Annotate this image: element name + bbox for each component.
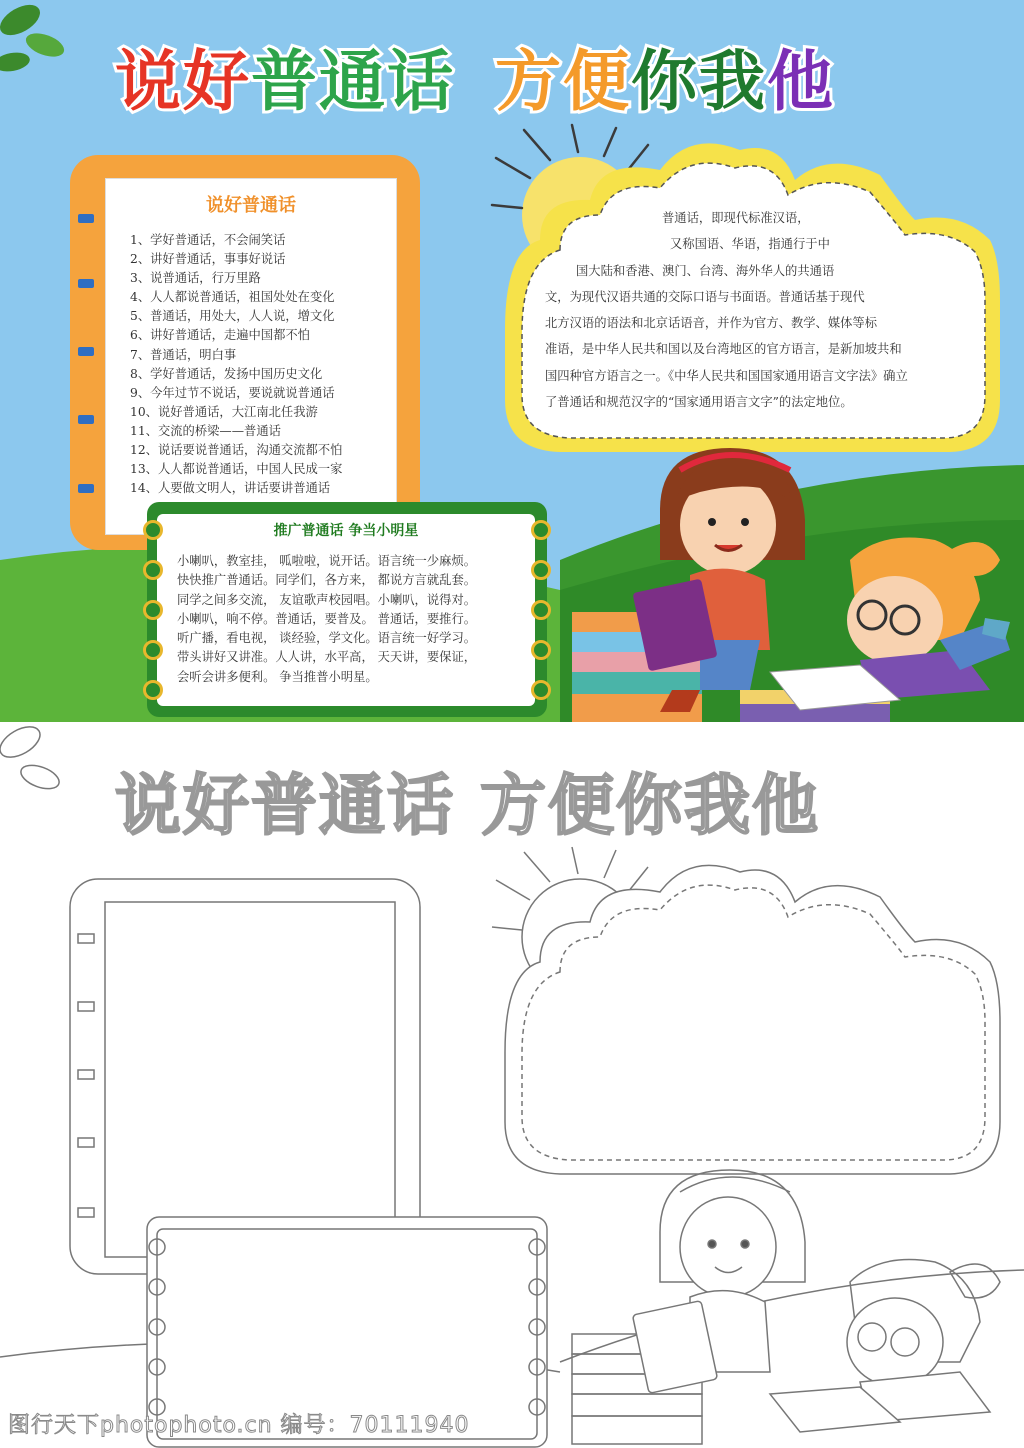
- page-title: [115, 28, 835, 123]
- binder-ring: [143, 640, 163, 660]
- binder-ring: [143, 600, 163, 620]
- board-heading: 推广普通话 争当小明星: [273, 523, 419, 539]
- slogan-item: 8、学好普通话，发扬中国历史文化: [130, 366, 323, 381]
- slogan-item: 13、人人都说普通话，中国人民成一家: [130, 462, 343, 477]
- leaves-decoration: [0, 0, 67, 74]
- title-char: 他: [767, 43, 835, 120]
- poem-line: 快快推广普通话。同学们，各方来， 都说方言就乱套。: [177, 573, 477, 588]
- board-poem: [177, 552, 537, 687]
- cloud-line: 文，为现代汉语共通的交际口语与书面语。普通话基于现代: [545, 289, 865, 304]
- slogan-item: 14、人要做文明人，讲话要讲普通话: [130, 481, 331, 496]
- binder-tab: [78, 279, 94, 288]
- slogan-item: 11、交流的桥梁——普通话: [130, 423, 281, 438]
- binder-ring: [143, 680, 163, 700]
- title-char: 好: [183, 43, 251, 120]
- binder-ring: [143, 560, 163, 580]
- title-char: 话: [387, 43, 455, 120]
- title-char: 便: [563, 43, 631, 120]
- binder-ring: [531, 600, 551, 620]
- cloud-line: 北方汉语的语法和北京话语音，并作为官方、教学、媒体等标: [545, 316, 878, 331]
- poem-line: 带头讲好又讲准。人人讲，水平高， 天天讲，要保证，: [177, 650, 477, 665]
- watermark: 图行天下photophoto.cn 编号：70111940: [8, 1413, 470, 1438]
- binder-ring: [531, 640, 551, 660]
- poem-line: 小喇叭，教室挂， 呱啦啦，说开话。语言统一少麻烦。: [177, 554, 477, 568]
- slogan-item: 12、说话要说普通话，沟通交流都不怕: [130, 443, 343, 458]
- notebook-heading: 说好普通话: [206, 195, 296, 216]
- outline-title: 说好普通话 方便你我他: [115, 767, 820, 844]
- notebook-outline: [70, 879, 420, 1274]
- binder-tab-outline: [78, 1138, 94, 1147]
- green-board: [147, 502, 547, 717]
- cloud-outline: [505, 865, 1000, 1174]
- notebook-page: [105, 178, 397, 535]
- title-char: 普: [251, 43, 319, 120]
- girl-reading-outline: [632, 1170, 805, 1393]
- title-char: 说: [115, 43, 183, 120]
- title-char: 我: [699, 43, 767, 120]
- binder-tab-outline: [78, 1070, 94, 1079]
- binder-tab: [78, 347, 94, 356]
- binder-tab-outline: [78, 934, 94, 943]
- poem-line: 会听会讲多便利。 争当推普小明星。: [177, 669, 378, 684]
- poem-line: 同学之间多交流， 友谊歌声校园唱。小喇叭，说得对。: [177, 592, 477, 607]
- cloud-line: 又称国语、华语，指通行于中: [670, 237, 830, 252]
- poem-line: 听广播，看电视， 谈经验，学文化。语言统一好学习。: [177, 631, 477, 646]
- binder-tab-outline: [78, 1002, 94, 1011]
- girl-lying-outline: [770, 1260, 1000, 1433]
- slogan-item: 10、说好普通话，大江南北任我游: [130, 404, 318, 419]
- cloud-line: 了普通话和规范汉字的“国家通用语言文字”的法定地位。: [545, 395, 853, 410]
- title-char: 你: [631, 43, 699, 120]
- binder-tab: [78, 484, 94, 493]
- cloud-paragraph: [545, 205, 980, 415]
- binder-tab: [78, 415, 94, 424]
- board-inner: [157, 514, 535, 706]
- slogan-item: 6、讲好普通话，走遍中国都不怕: [130, 328, 310, 343]
- colored-poster: [0, 0, 1024, 722]
- cloud-line: 国四种官方语言之一。《中华人民共和国国家通用语言文字法》确立: [545, 368, 908, 383]
- leaves-outline: [0, 722, 62, 793]
- binder-ring: [143, 520, 163, 540]
- binder-ring: [531, 560, 551, 580]
- binder-tab: [78, 214, 94, 223]
- title-char: 通: [319, 43, 387, 120]
- slogan-item: 5、普通话，用处大，人人说，增文化: [130, 309, 335, 324]
- slogan-item: 2、讲好普通话，事事好说话: [130, 252, 286, 267]
- binder-tab-outline: [78, 1208, 94, 1217]
- slogan-item: 3、说普通话，行万里路: [130, 271, 261, 286]
- cloud-line: 普通话，即现代标准汉语，: [662, 211, 810, 225]
- slogan-item: 9、今年过节不说话，要说就说普通话: [130, 385, 335, 400]
- slogan-item: 4、人人都说普通话，祖国处处在变化: [130, 290, 335, 305]
- slogan-item: 1、学好普通话，不会闹笑话: [130, 233, 286, 247]
- slogan-item: 7、普通话，明白事: [130, 347, 237, 362]
- slogan-list: [130, 231, 342, 498]
- cloud-line: 准语，是中华人民共和国以及台湾地区的官方语言，是新加坡共和: [545, 342, 902, 357]
- hill-outline: [560, 1270, 1024, 1362]
- binder-ring: [531, 520, 551, 540]
- title-char: 方: [495, 43, 563, 120]
- cloud-line: 国大陆和香港、澳门、台湾、海外华人的共通语: [576, 263, 835, 278]
- notebook-page-outline: [105, 902, 395, 1257]
- binder-ring: [531, 680, 551, 700]
- poem-line: 小喇叭，响不停。普通话，要普及。 普通话，要推行。: [177, 611, 477, 626]
